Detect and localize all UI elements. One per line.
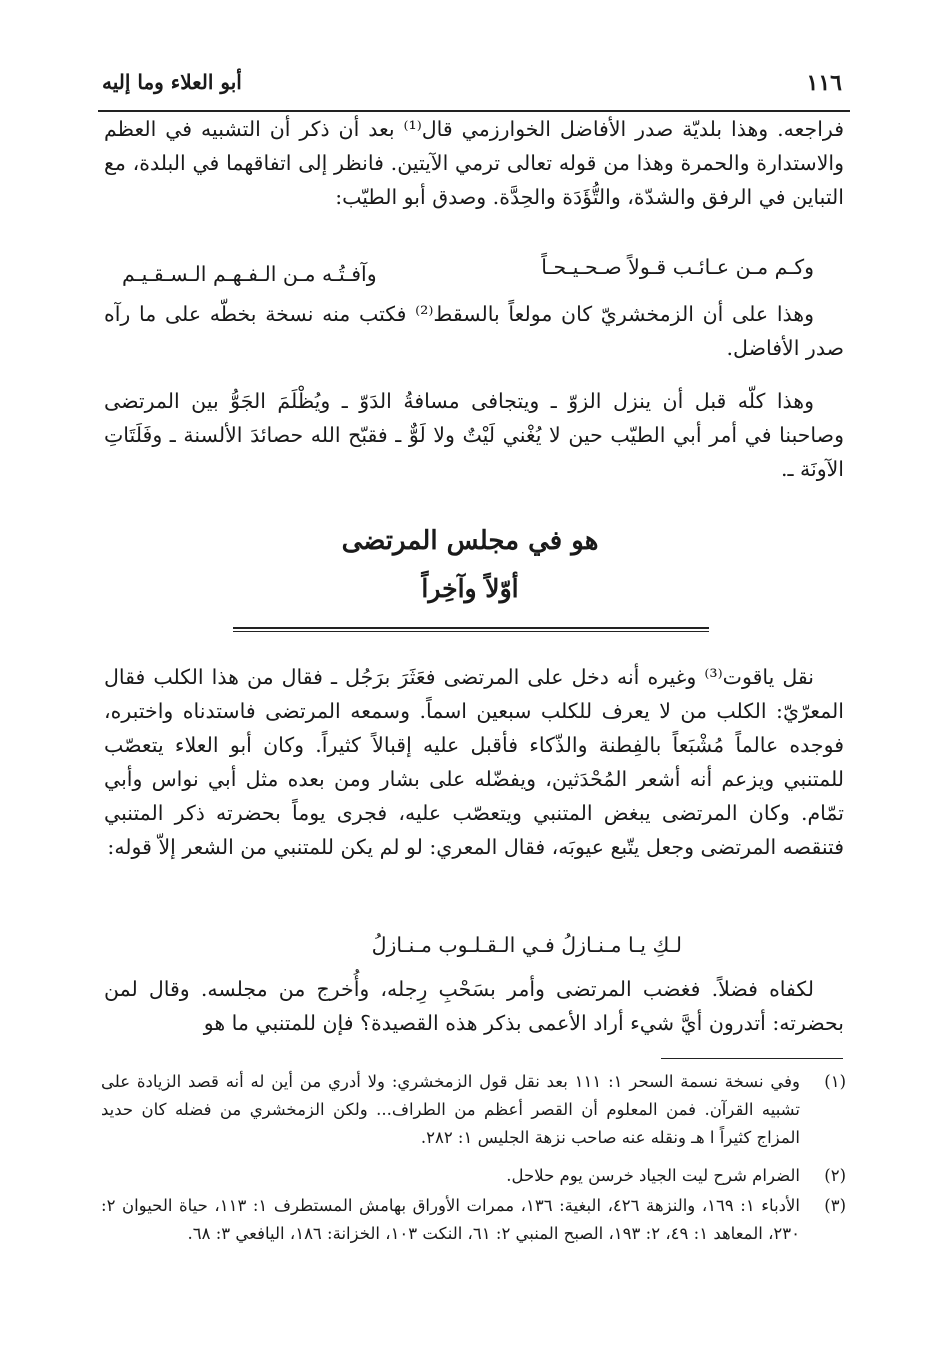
paragraph-4: نقل ياقوت⁽³⁾ وغيره أنه دخل على المرتضى فعَثَرَ برَجُل ـ فقال من هذا الكلب فقال المعرّيّ: الكلب من لا يعرف للكلب سبعين اسماً. وسمعه المرتضى فاستدناه واختبره، فوجده عالماً مُشْبَعاً بالفِطنة والذّكاء فأقبل عليه إقبالاً كثيراً. وكان أبو العلاء يتعصّب للمتنبي ويزعم أنه أشعر المُحْدَثين، ويفضّله على بشار ومن بعده مثل أبي نواس وأبي تمّام. وكان المرتضى يبغض المتنبي ويتعصّب عليه، فجرى يوماً بحضرته ذكر المتنبي فتنقصه المرتضى وجعل يتّبع عيوبَه، فقال المعري: لو لم يكن للمتنبي من الشعر إلاّ قوله: [104,665,844,859]
section-title: هو في مجلس المرتضى [341,526,599,556]
paragraph-1: فراجعه. وهذا بلديّة صدر الأفاضل الخوارزمي قال⁽¹⁾ بعد أن ذكر أن التشبيه في العظم والاستدارة والحمرة وهذا من قوله تعالى ترمي الآيتين. فانظر إلى اتفاقهما في البلدة، مع التباين في الرفق والشدّة، والتُّؤَدَة والحِدَّة. وصدق أبو الطيّب: [104,117,844,209]
verse-1-first-hemistich: وكـم مـن عـائـب قـولاً صـحـيـحـاً [541,255,814,279]
footnote-text: الضرام شرح ليت الجياد خرسن يوم حلاحل. [506,1166,800,1185]
footnote-1 [101,1068,846,1152]
page-number: ١١٦ [806,70,842,96]
footnote-text: الأدباء ١: ١٦٩، والنزهة ٤٢٦، البغية: ١٣٦، ممرات الأوراق بهامش المستطرف ١: ١١٣، حياة الحيوان ٢: ٢٣٠، المعاهد ١: ٤٩، ٢: ١٩٣، الصبح المنبي ٢: ٦١، النكت ١٠٣، الخزانة: ١٨٦، اليافعي ٣: ٦٨. [101,1196,800,1243]
paragraph-3: وهذا كلّه قبل أن ينزل الزوّ ـ ويتجافى مسافةُ الدَوّ ـ ويُظْلَمَ الجَوُّ بين المرتضى وصاحبنا في أمر أبي الطيّب حين لا يُغْني لَيْتٌ ولا لَوٌّ ـ فقبّح الله حصائدَ الألسنة ـ وفَلَتَاتِ الآونَة ـ. [104,389,844,481]
title-divider [233,627,709,632]
paragraph-5: لكفاه فضلاً. فغضب المرتضى وأمر بسَحْبِ رِجله، وأُخرج من مجلسه. وقال لمن بحضرته: أتدرون أيَّ شيء أراد الأعمى بذكر هذه القصيدة؟ فإن للمتنبي ما هو [104,977,844,1035]
footnote-divider [661,1058,843,1059]
footnote-number: (٣) [824,1196,846,1215]
running-title: أبو العلاء وما إليه [102,70,242,94]
footnote-3 [101,1192,846,1248]
footnote-2 [101,1162,846,1190]
footnote-number: (١) [824,1072,846,1091]
section-subtitle: أوّلاً وآخِراً [421,574,519,603]
verse-1-second-hemistich: وآفـتُـه مـن الـفـهـم الـسـقـيـم [122,262,377,286]
verse-2: لـكِ يـا مـنـازلُ فـي الـقـلـوب مـنـازلُ [371,933,682,957]
footnote-number: (٢) [824,1166,846,1185]
footnote-text: وفي نسخة نسمة السحر ١: ١١١ بعد نقل قول الزمخشري: ولا أدري من أين له أنه قصد الزيادة على تشبيه القرآن. فمن المعلوم أن القصر أعظم من الطراف... ولكن الزمخشري من فضله كان حديد المزاج كثيراً ا هـ ونقله عنه صاحب نزهة الجليس ١: ٢٨٢. [101,1072,801,1147]
paragraph-2: وهذا على أن الزمخشريّ كان مولعاً بالسقط⁽²⁾ فكتب منه نسخة بخطّه على ما رآه صدر الأفاضل. [104,302,844,360]
page-header [98,66,850,112]
